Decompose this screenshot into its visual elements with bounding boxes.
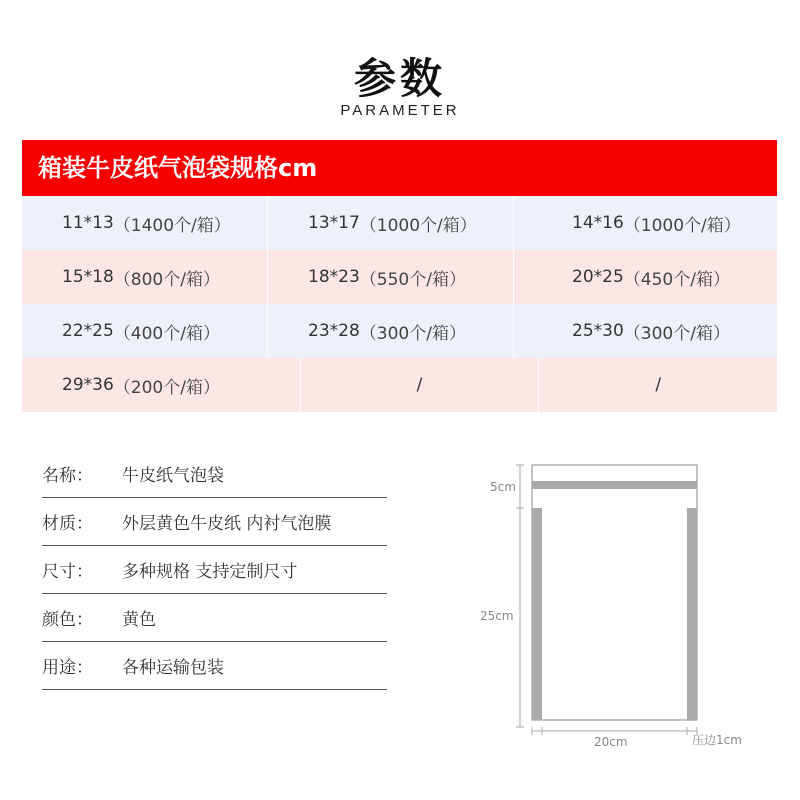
info-row-usage (42, 642, 387, 690)
spec-cell (268, 250, 514, 304)
spec-row (22, 250, 777, 304)
spec-qty: （800个/箱） (113, 269, 220, 290)
spec-row (22, 358, 777, 412)
spec-cell-empty: / (301, 358, 540, 412)
spec-row (22, 304, 777, 358)
page-subtitle: PARAMETER (340, 102, 460, 119)
info-value: 多种规格 支持定制尺寸 (122, 562, 298, 582)
spec-table (22, 196, 777, 412)
spec-size: 18*23 (308, 267, 360, 287)
spec-qty: （400个/箱） (113, 323, 220, 344)
bag-outline-drawing (470, 455, 770, 755)
flap-dimension-label: 5cm (490, 480, 516, 494)
spec-size: 25*30 (572, 321, 624, 341)
info-value: 牛皮纸气泡袋 (122, 466, 224, 486)
info-label: 材质： (42, 514, 93, 534)
spec-size: 13*17 (308, 213, 360, 233)
spec-qty: （1000个/箱） (623, 215, 741, 236)
info-value: 各种运输包装 (122, 658, 224, 678)
spec-cell (514, 250, 777, 304)
height-dimension-label: 25cm (480, 609, 514, 623)
info-value: 外层黄色牛皮纸 内衬气泡膜 (122, 514, 332, 534)
bag-outline (532, 465, 697, 720)
spec-size: 15*18 (62, 267, 114, 287)
info-label: 颜色： (42, 610, 93, 630)
left-seam (532, 508, 542, 720)
spec-qty: （1400个/箱） (113, 215, 231, 236)
spec-qty: （1000个/箱） (359, 215, 477, 236)
info-label: 尺寸： (42, 562, 93, 582)
info-value: 黄色 (122, 610, 156, 630)
spec-cell (514, 196, 777, 250)
spec-qty: （450个/箱） (623, 269, 730, 290)
info-row-size (42, 546, 387, 594)
bag-dimension-diagram (470, 455, 770, 755)
spec-qty: （550个/箱） (359, 269, 466, 290)
spec-cell (22, 196, 268, 250)
spec-qty: （200个/箱） (113, 377, 220, 398)
spec-cell-empty: / (655, 375, 662, 395)
width-dimension-label: 20cm (594, 735, 628, 749)
info-row-color (42, 594, 387, 642)
spec-cell (22, 304, 268, 358)
spec-cell (268, 196, 514, 250)
spec-cell (514, 304, 777, 358)
spec-table-header: 箱装牛皮纸气泡袋规格cm (22, 140, 777, 196)
spec-cell (268, 304, 514, 358)
spec-size: 29*36 (62, 375, 114, 395)
spec-qty: （300个/箱） (359, 323, 466, 344)
spec-size: 23*28 (308, 321, 360, 341)
page-title: 参数 (353, 54, 446, 103)
seam-dimension-label: 压边1cm (692, 733, 742, 747)
spec-row (22, 196, 777, 250)
spec-size: 14*16 (572, 213, 624, 233)
spec-size: 22*25 (62, 321, 114, 341)
info-row-material (42, 498, 387, 546)
spec-size: 11*13 (62, 213, 114, 233)
spec-qty: （300个/箱） (623, 323, 730, 344)
info-label: 名称： (42, 466, 93, 486)
spec-cell (22, 250, 268, 304)
info-label: 用途： (42, 658, 93, 678)
right-seam (687, 508, 697, 720)
spec-cell (22, 358, 301, 412)
flap-strip (532, 481, 697, 489)
product-info-list (42, 450, 387, 690)
info-row-name (42, 450, 387, 498)
spec-size: 20*25 (572, 267, 624, 287)
